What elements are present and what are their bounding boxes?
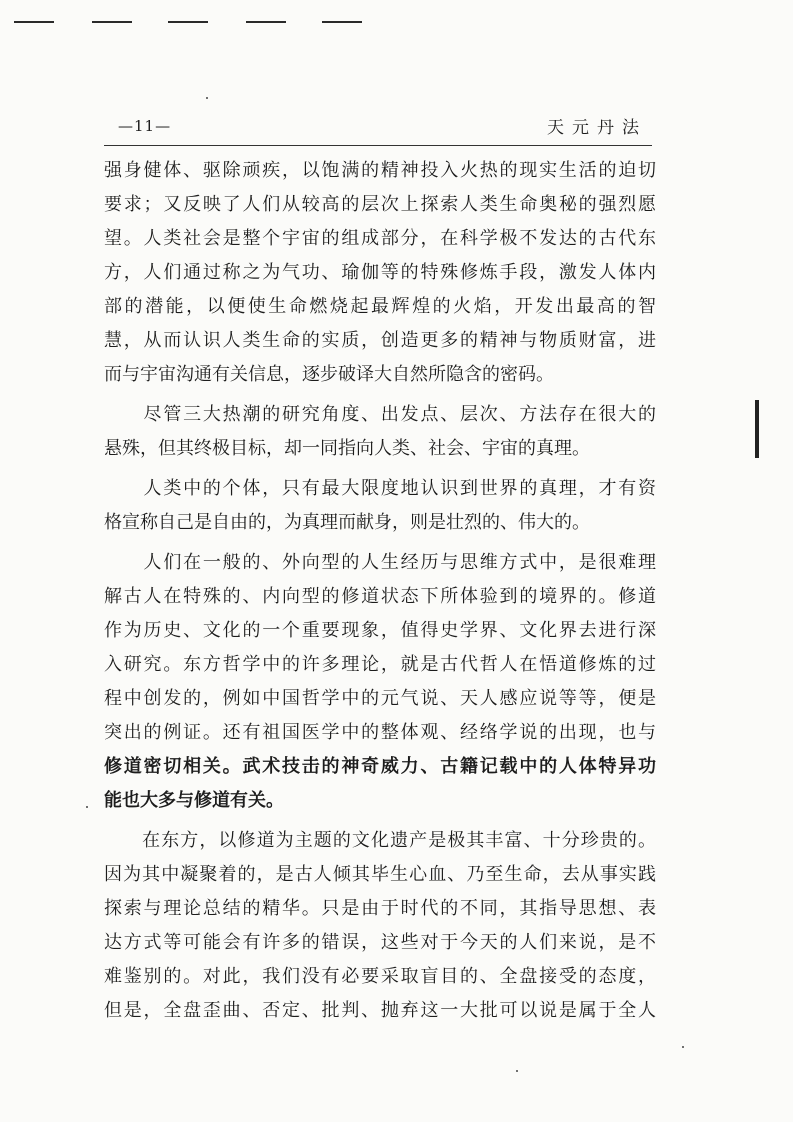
running-head-title: 天元丹法: [547, 118, 647, 138]
scan-speck: [516, 1070, 518, 1072]
text-line: 部的潜能，以便使生命燃烧起最辉煌的火焰，开发出最高的智: [104, 296, 656, 317]
text-line: 突出的例证。还有祖国医学中的整体观、经络学说的出现，也与: [104, 722, 656, 743]
body-text: [104, 154, 656, 1028]
scan-dash-3: [168, 21, 208, 23]
text-line: 因为其中凝聚着的，是古人倾其毕生心血、乃至生命，去从事实践: [104, 864, 656, 885]
scan-speck: [682, 1046, 684, 1048]
scan-dash-2: [92, 21, 132, 23]
text-line: 格宣称自己是自由的，为真理而献身，则是壮烈的、伟大的。: [104, 512, 590, 533]
text-line: 强身健体、驱除顽疾，以饱满的精神投入火热的现实生活的迫切: [104, 160, 656, 181]
text-line: 方，人们通过称之为气功、瑜伽等的特殊修炼手段，激发人体内: [104, 262, 656, 283]
text-line: 慧，从而认识人类生命的实质，创造更多的精神与物质财富，进: [104, 330, 656, 351]
scan-dash-5: [322, 21, 362, 23]
text-line: 修道密切相关。武术技击的神奇威力、古籍记载中的人体特异功: [104, 756, 656, 777]
text-line: 而与宇宙沟通有关信息，逐步破译大自然所隐含的密码。: [104, 364, 554, 385]
text-line: 人们在一般的、外向型的人生经历与思维方式中，是很难理: [104, 552, 656, 573]
text-line: 难鉴别的。对此，我们没有必要采取盲目的、全盘接受的态度，: [104, 966, 656, 987]
text-line: 探索与理论总结的精华。只是由于时代的不同，其指导思想、表: [104, 898, 656, 919]
text-line: 人类中的个体，只有最大限度地认识到世界的真理，才有资: [104, 478, 656, 499]
text-line: 悬殊，但其终极目标，却一同指向人类、社会、宇宙的真理。: [104, 438, 590, 459]
text-line: 尽管三大热潮的研究角度、出发点、层次、方法存在很大的: [104, 404, 656, 425]
text-line: 程中创发的，例如中国哲学中的元气说、天人感应说等等，便是: [104, 688, 656, 709]
text-line: 作为历史、文化的一个重要现象，值得史学界、文化界去进行深: [104, 620, 656, 641]
scan-dash-1: [14, 21, 54, 23]
scan-margin-mark: [755, 400, 759, 458]
text-line: 要求；又反映了人们从较高的层次上探索人类生命奥秘的强烈愿: [104, 194, 656, 215]
text-line: 能也大多与修道有关。: [104, 790, 284, 811]
text-line: 解古人在特殊的、内向型的修道状态下所体验到的境界的。修道: [104, 586, 656, 607]
text-line: 达方式等可能会有许多的错误，这些对于今天的人们来说，是不: [104, 932, 656, 953]
scan-dash-4: [246, 21, 286, 23]
text-line: 望。人类社会是整个宇宙的组成部分，在科学极不发达的古代东: [104, 228, 656, 249]
text-line: 在东方，以修道为主题的文化遗产是极其丰富、十分珍贵的。: [104, 830, 656, 851]
header-rule: [104, 145, 652, 146]
text-line: 但是，全盘歪曲、否定、批判、抛弃这一大批可以说是属于全人: [104, 1000, 656, 1021]
text-line: 入研究。东方哲学中的许多理论，就是古代哲人在悟道修炼的过: [104, 654, 656, 675]
scan-speck: [206, 97, 208, 99]
scan-speck: [86, 806, 88, 808]
page-number: —11—: [118, 117, 172, 135]
